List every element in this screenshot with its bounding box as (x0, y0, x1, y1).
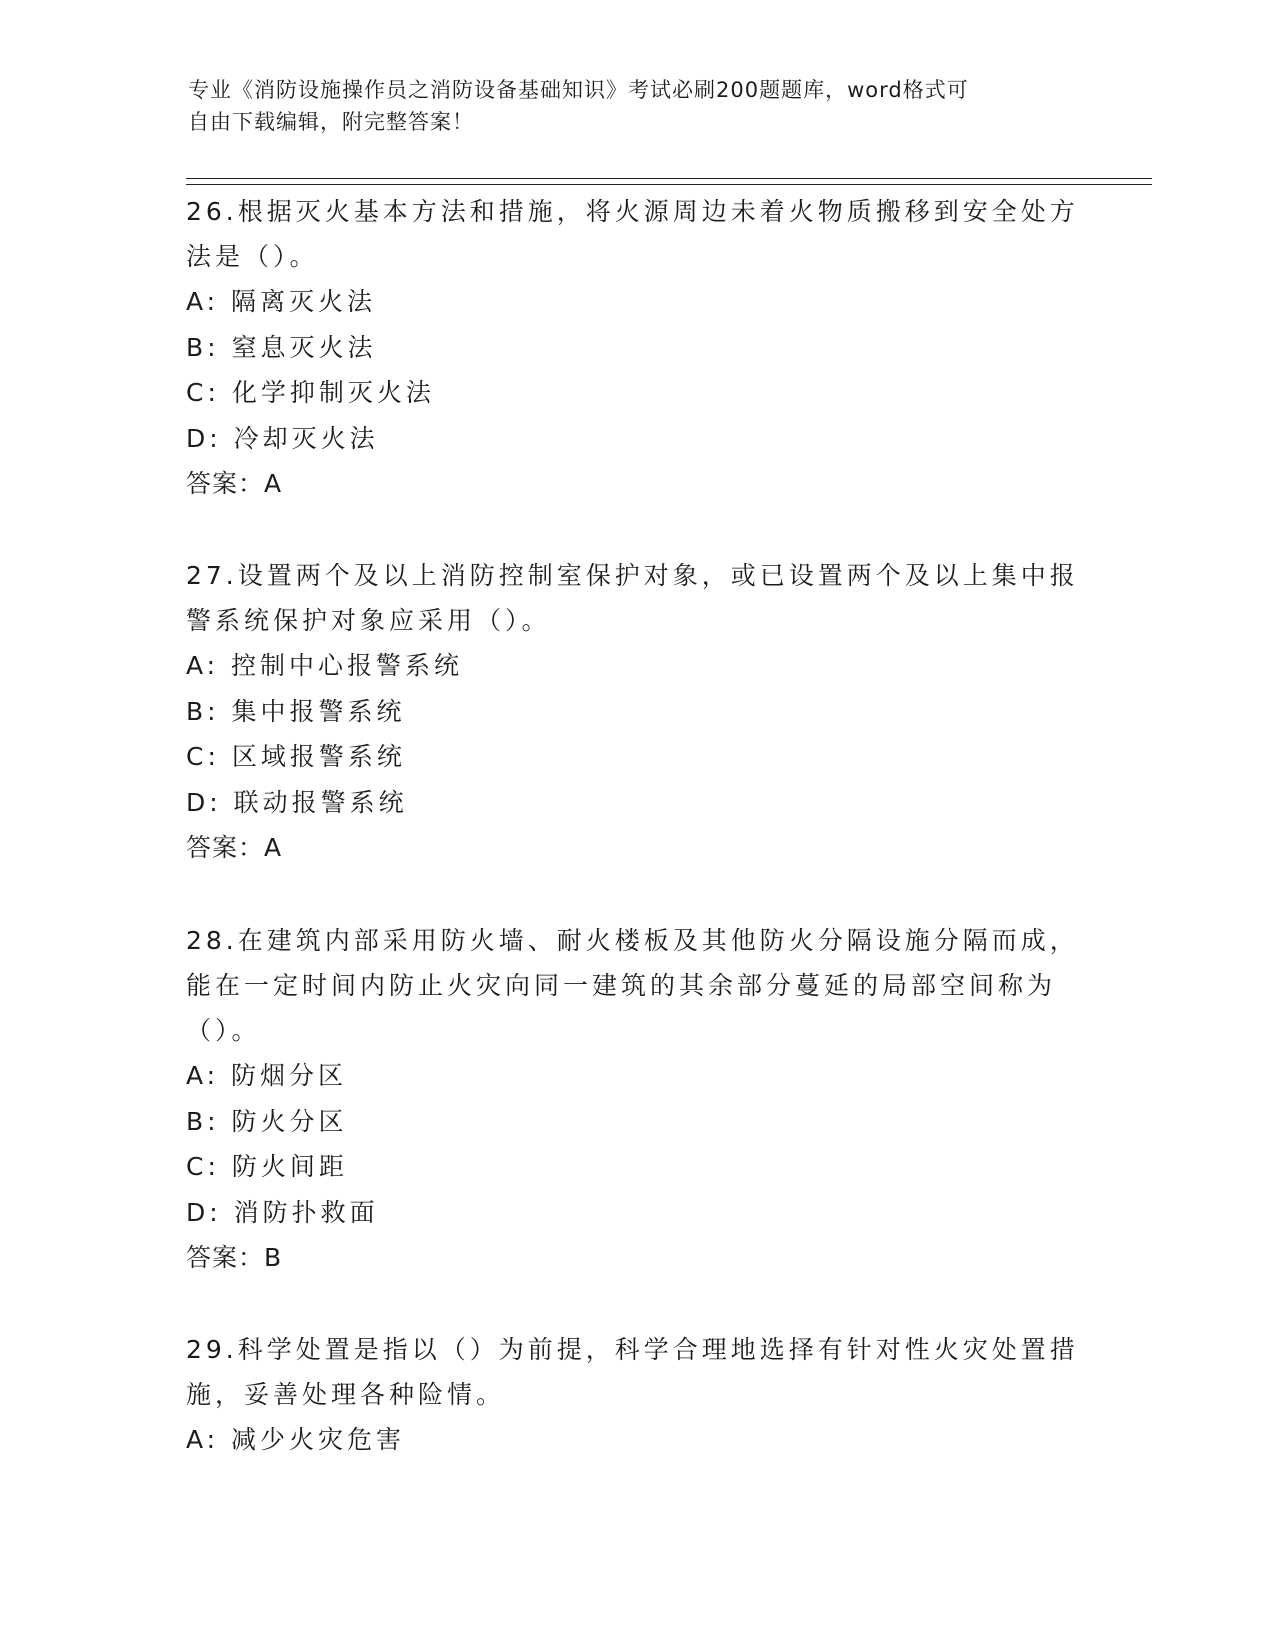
question-stem-line: 警系统保护对象应采用（）。 (186, 606, 551, 635)
option-b: B: 集中报警系统 (186, 696, 406, 726)
header-line-1: 专业《消防设施操作员之消防设备基础知识》考试必刷200题题库，word格式可 (188, 78, 969, 102)
header-rule-bottom (186, 184, 1152, 185)
option-a: A: 防烟分区 (186, 1061, 348, 1090)
question-27 (186, 553, 1086, 870)
question-stem-line: 能在一定时间内防止火灾向同一建筑的其余部分蔓延的局部空间称为 (186, 971, 1057, 1000)
question-stem-line: 27.设置两个及以上消防控制室保护对象，或已设置两个及以上集中报 (186, 561, 1079, 590)
question-stem-line: 29.科学处置是指以（）为前提，科学合理地选择有针对性火灾处置措 (186, 1335, 1079, 1364)
option-d: D: 联动报警系统 (186, 787, 408, 817)
answer-line: 答案：A (186, 833, 283, 862)
option-d: D: 冷却灭火法 (186, 423, 379, 453)
option-c: C: 区域报警系统 (186, 742, 406, 771)
question-stem-line: （）。 (186, 1016, 261, 1045)
header-line-2: 自由下载编辑，附完整答案！ (188, 110, 474, 134)
question-stem-line: 法是（）。 (186, 242, 319, 271)
question-stem-line: 26.根据灭火基本方法和措施，将火源周边未着火物质搬移到安全处方 (186, 197, 1079, 226)
header-rule-top (186, 178, 1152, 179)
page-header (188, 74, 1068, 138)
option-a: A: 减少火灾危害 (186, 1425, 406, 1454)
option-b: B: 防火分区 (186, 1106, 348, 1136)
option-c: C: 化学抑制灭火法 (186, 378, 435, 407)
answer-line: 答案：B (186, 1243, 283, 1272)
question-29 (186, 1327, 1086, 1463)
option-b: B: 窒息灭火法 (186, 332, 377, 362)
question-28 (186, 918, 1086, 1280)
option-a: A: 隔离灭火法 (186, 287, 377, 316)
option-c: C: 防火间距 (186, 1152, 348, 1181)
question-stem-line: 施，妥善处理各种险情。 (186, 1380, 506, 1409)
question-stem-line: 28.在建筑内部采用防火墙、耐火楼板及其他防火分隔设施分隔而成， (186, 926, 1079, 955)
answer-line: 答案：A (186, 469, 283, 498)
question-26 (186, 189, 1086, 506)
option-d: D: 消防扑救面 (186, 1197, 379, 1227)
option-a: A: 控制中心报警系统 (186, 651, 464, 680)
